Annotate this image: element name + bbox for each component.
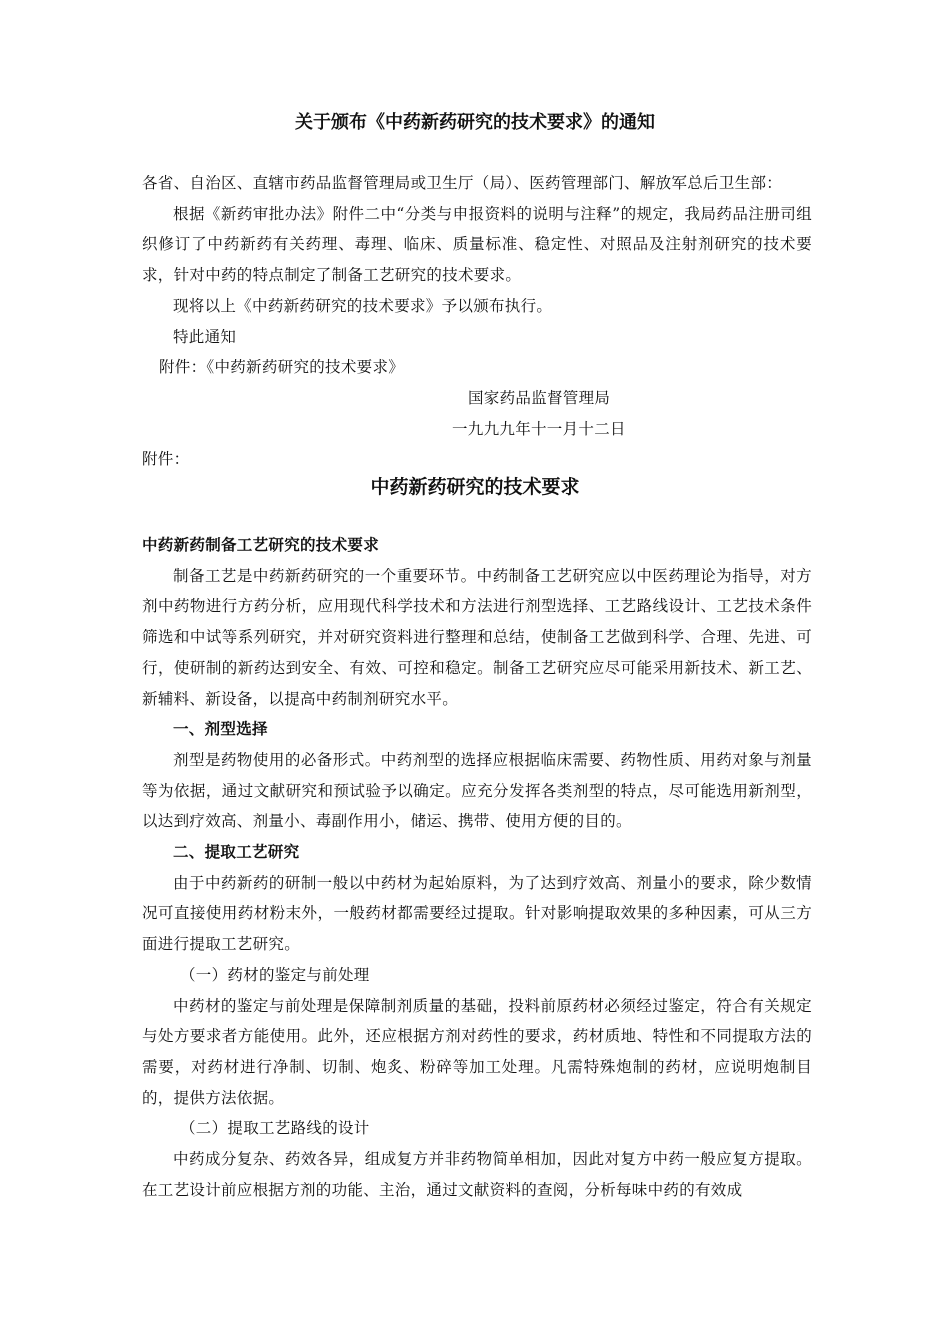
sub-heading: （一）药材的鉴定与前处理: [180, 965, 370, 984]
issuer: 国家药品监督管理局: [468, 388, 611, 407]
issue-date: 一九九九年十一月十二日: [452, 419, 626, 438]
paragraph: 由于中药新药的研制一般以中药材为起始原料，为了达到疗效高、剂量小的要求，除少数情况可直接使用药材粉末外，一般药材都需要经过提取。针对影响提取效果的多种因素，可从三方面进行提取工艺研究。: [142, 873, 812, 954]
paragraph: 制备工艺是中药新药研究的一个重要环节。中药制备工艺研究应以中医药理论为指导，对方剂中药物进行方药分析，应用现代科学技术和方法进行剂型选择、工艺路线设计、工艺技术条件筛选和中试等系列研究，并对研究资料进行整理和总结，使制备工艺做到科学、合理、先进、可行，使研制的新药达到安全、有效、可控和稳定。制备工艺研究应尽可能采用新技术、新工艺、新辅料、新设备，以提高中药制剂研究水平。: [142, 566, 812, 708]
notice-body: [142, 168, 812, 475]
closing-line: 特此通知: [173, 327, 237, 346]
paragraph: 现将以上《中药新药研究的技术要求》予以颁布执行。: [173, 296, 553, 315]
attachment-title: 中药新药研究的技术要求: [370, 476, 580, 498]
paragraph: 中药成分复杂、药效各异，组成复方并非药物简单相加，因此对复方中药一般应复方提取。在工艺设计前应根据方剂的功能、主治，通过文献资料的查阅，分析每味中药的有效成: [142, 1150, 812, 1199]
salutation: 各省、自治区、直辖市药品监督管理局或卫生厅（局）、医药管理部门、解放军总后卫生部：: [142, 174, 783, 192]
subsection-heading: 一、剂型选择: [173, 720, 268, 739]
paragraph: 根据《新药审批办法》附件二中“分类与申报资料的说明与注释”的规定，我局药品注册司组织修订了中药新药有关药理、毒理、临床、质量标准、稳定性、对照品及注射剂研究的技术要求，针对中药的特点制定了制备工艺研究的技术要求。: [142, 204, 812, 285]
notice-title: 关于颁布《中药新药研究的技术要求》的通知: [295, 112, 655, 133]
paragraph: 中药材的鉴定与前处理是保障制剂质量的基础，投料前原药材必须经过鉴定，符合有关规定与处方要求者方能使用。此外，还应根据方剂对药性的要求，药材质地、特性和不同提取方法的需要，对药材进行净制、切制、炮炙、粉碎等加工处理。凡需特殊炮制的药材，应说明炮制目的，提供方法依据。: [142, 996, 812, 1107]
sub-heading: （二）提取工艺路线的设计: [180, 1119, 370, 1138]
paragraph: 剂型是药物使用的必备形式。中药剂型的选择应根据临床需要、药物性质、用药对象与剂量等为依据，通过文献研究和预试验予以确定。应充分发挥各类剂型的特点，尽可能选用新剂型，以达到疗效高、剂量小、毒副作用小，储运、携带、使用方便的目的。: [142, 750, 812, 831]
attachment-body: [142, 530, 812, 1205]
subsection-heading: 二、提取工艺研究: [173, 843, 300, 862]
section-heading: 中药新药制备工艺研究的技术要求: [142, 536, 380, 554]
attachment-label: 附件：: [142, 450, 190, 469]
attachment-line: 附件：《中药新药研究的技术要求》: [159, 358, 405, 377]
